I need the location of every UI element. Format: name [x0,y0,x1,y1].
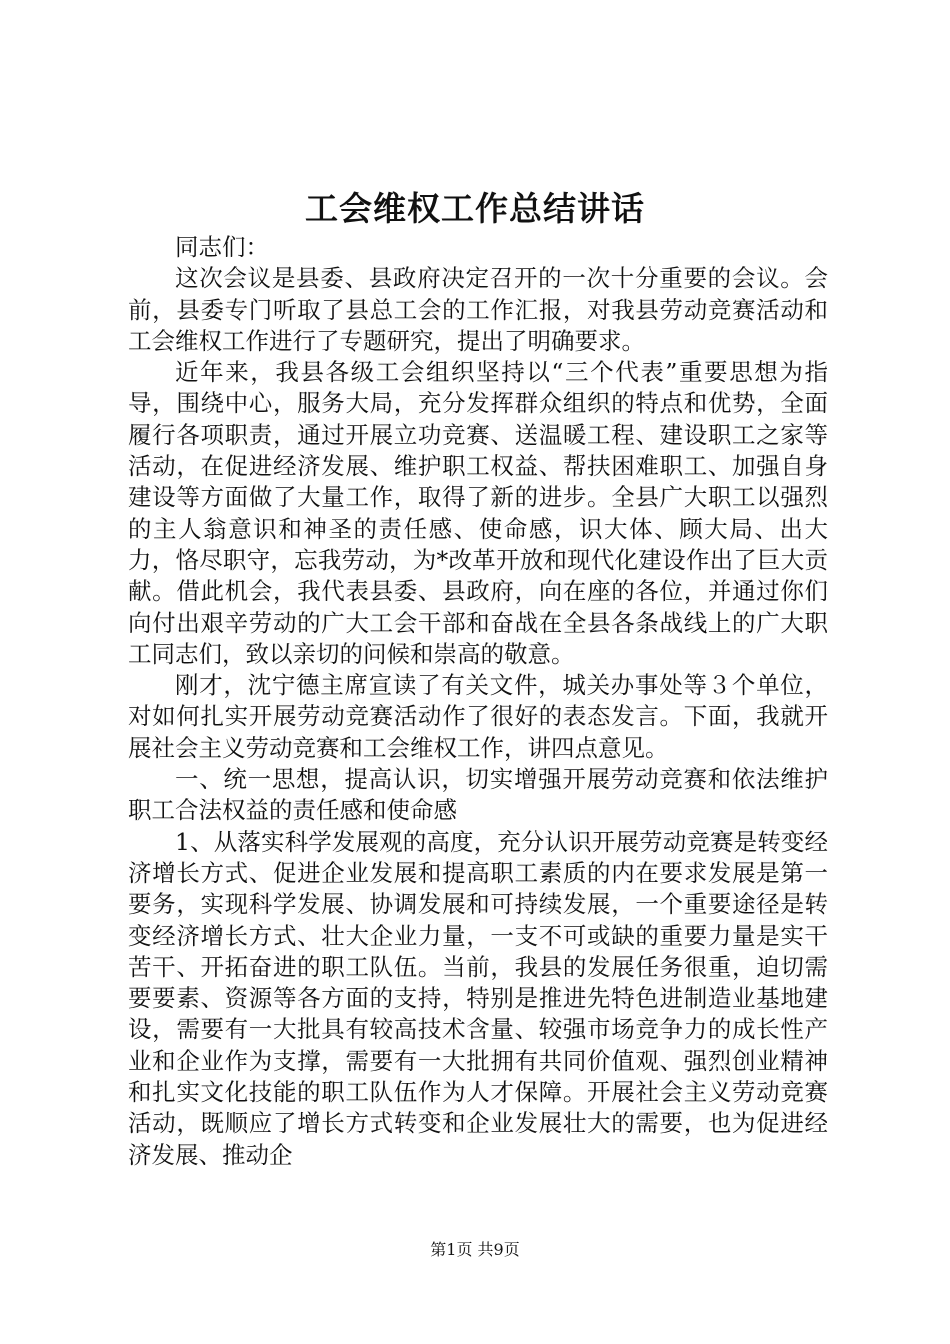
paragraph-4: 1、从落实科学发展观的高度，充分认识开展劳动竞赛是转变经济增长方式、促进企业发展和提高职工素质的内在要求发展是第一要务，实现科学发展、协调发展和可持续发展，一个重要途径是转变经济增长方式、壮大企业力量，一支不可或缺的重要力量是实干苦干、开拓奋进的职工队伍。当前，我县的发展任务很重，迫切需要要素、资源等各方面的支持，特别是推进先特色进制造业基地建设，需要有一大批具有较高技术含量、较强市场竞争力的成长性产业和企业作为支撑，需要有一大批拥有共同价值观、强烈创业精神和扎实文化技能的职工队伍作为人才保障。开展社会主义劳动竞赛活动，既顺应了增长方式转变和企业发展壮大的需要，也为促进经济发展、推动企 [128,827,828,1169]
paragraph-2: 近年来，我县各级工会组织坚持以“三个代表”重要思想为指导，围绕中心，服务大局，充分发挥群众组织的特点和优势，全面履行各项职责，通过开展立功竞赛、送温暖工程、建设职工之家等活动，在促进经济发展、维护职工权益、帮扶困难职工、加强自身建设等方面做了大量工作，取得了新的进步。全县广大职工以强烈的主人翁意识和神圣的责任感、使命感，识大体、顾大局、出大力，恪尽职守，忘我劳动，为*改革开放和现代化建设作出了巨大贡献。借此机会，我代表县委、县政府，向在座的各位，并通过你们向付出艰辛劳动的广大工会干部和奋战在全县各条战线上的广大职工同志们，致以亲切的问候和崇高的敬意。 [128,358,828,668]
document-body [128,232,828,1171]
section-heading-1: 一、统一思想，提高认识，切实增强开展劳动竞赛和依法维护职工合法权益的责任感和使命感 [128,765,828,825]
document-title: 工会维权工作总结讲话 [305,189,645,228]
paragraph-greeting: 同志们： [175,233,269,261]
paragraph-3: 刚才，沈宁德主席宣读了有关文件，城关办事处等３个单位，对如何扎实开展劳动竞赛活动作了很好的表态发言。下面，我就开展社会主义劳动竞赛和工会维权工作，讲四点意见。 [128,671,828,762]
page-footer: 第1页 共9页 [430,1240,520,1259]
paragraph-1: 这次会议是县委、县政府决定召开的一次十分重要的会议。会前，县委专门听取了县总工会的工作汇报，对我县劳动竞赛活动和工会维权工作进行了专题研究，提出了明确要求。 [128,264,828,355]
